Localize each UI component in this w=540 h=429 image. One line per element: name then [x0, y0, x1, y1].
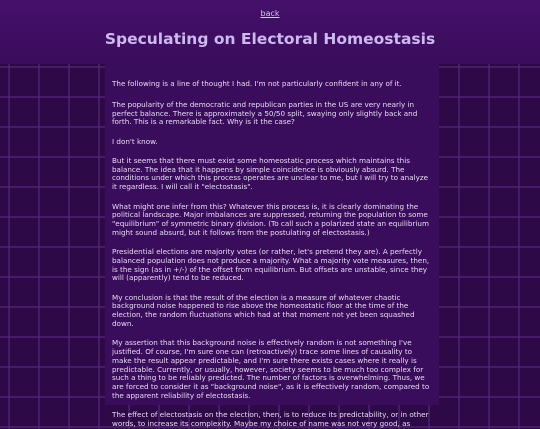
- paragraph: But it seems that there must exist some homeostatic process which maintains this balance. The idea that it happens by simple coincidence is obviously absurd. The conditions under which this process operates are unclear to me, but I will try to analyze it regardless. I will call it "electostasis".: [112, 155, 429, 192]
- paragraph: The popularity of the democratic and republican parties in the US are very nearly in perfect balance. There is approximately a 50/50 split, swaying only slightly back and forth. This is a remarkable fact. Why is it the case?: [112, 99, 418, 127]
- paragraph: Presidential elections are majority votes (or rather, let's pretend they are). A perfectly balanced population does not produce a majority. What a majority vote measures, then, is the sign (as in +/-) of the offset from equilibrium. But offsets are unstable, since they will (apparently) tend to be reduced.: [112, 247, 430, 283]
- back-link[interactable]: back: [260, 9, 280, 18]
- paragraph: My assertion that this background noise is effectively random is not something I've justified. Of course, I'm sure one can (retroactively) trace some lines of causality to make the result appear predictable, and I'm sure there exists cases where it really is predictable. Currently, or usually, however, society seems to be much too complex for such a thing to be reliably predicted. The number of factors is overwhelming. Thus, we are forced to consider it as "background noise", as it is effectively random, compared to the apparent reliability of electostasis.: [112, 338, 430, 400]
- page-title: Speculating on Electoral Homeostasis: [104, 30, 436, 48]
- paragraph: My conclusion is that the result of the election is a measure of whatever chaotic background noise happened to rise above the homeostatic floor at the time of the election, the random fluctuations which had at that moment not yet been squashed down.: [112, 292, 415, 328]
- paragraph: The effect of electostasis on the election, then, is to reduce its predictability, or in other words, to increase its complexity. Maybe my choice of name was not very good, as: [112, 410, 429, 428]
- article-body: [105, 64, 439, 428]
- paragraph: The following is a line of thought I had. I'm not particularly confident in any of it.: [112, 79, 402, 88]
- paragraph: I don't know.: [112, 136, 158, 146]
- paragraph: What might one infer from this? Whatever this process is, it is clearly dominating the political landscape. Major imbalances are suppressed, returning the population to some "equilibrium" of symmetric binary division. (To call such a polarized state an equilibrium might sound absurd, but it follows from the postulating of electostasis.): [112, 201, 429, 237]
- page-header: [0, 0, 540, 64]
